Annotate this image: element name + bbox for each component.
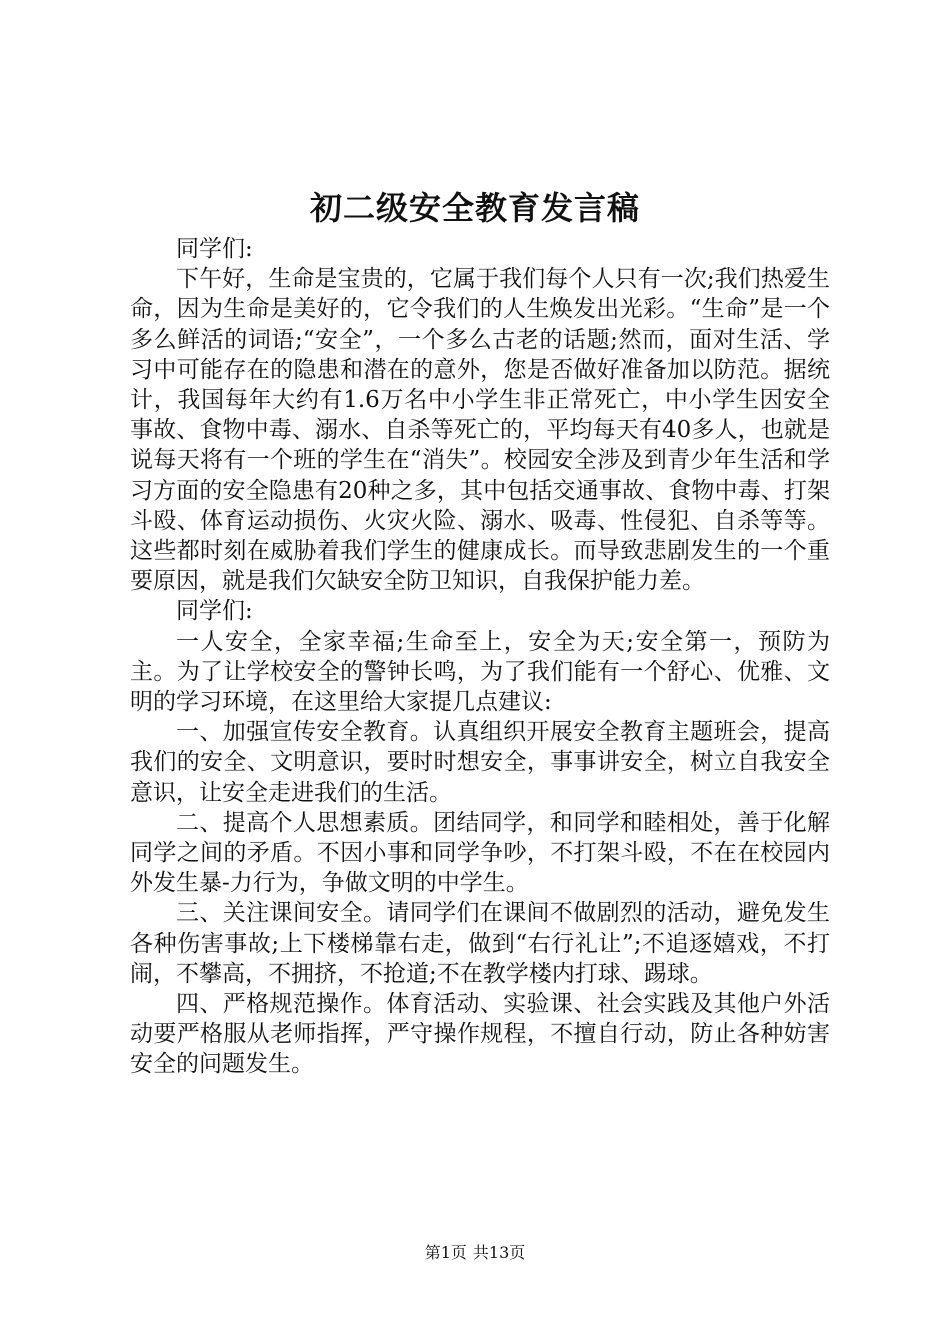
paragraph-suggestion-3: 三、关注课间安全。请同学们在课间不做剧烈的活动，避免发生各种伤害事故;上下楼梯靠右走，做到“右行礼让”;不追逐嬉戏，不打闹，不攀高，不拥挤，不抢道;不在教学楼内打球、踢球。 [130,900,830,987]
paragraph-suggestion-4: 四、严格规范操作。体育活动、实验课、社会实践及其他户外活动要严格服从老师指挥，严守操作规程，不擅自行动，防止各种妨害安全的问题发生。 [130,991,830,1078]
page-number: 第1页 [424,1243,467,1262]
paragraph-slogan: 一人安全，全家幸福;生命至上，安全为天;安全第一，预防为主。为了让学校安全的警钟长鸣，为了我们能有一个舒心、优雅、文明的学习环境，在这里给大家提几点建议: [130,628,830,716]
page-total: 共13页 [472,1243,526,1262]
paragraph-greeting-2: 同学们: [176,598,253,625]
document-body [130,234,830,1080]
paragraph-greeting: 同学们: [176,236,253,262]
document-title: 初二级安全教育发言稿 [309,189,640,227]
paragraph-suggestion-2: 二、提高个人思想素质。团结同学，和同学和睦相处，善于化解同学之间的矛盾。不因小事和同学争吵，不打架斗殴，不在在校园内外发生暴-力行为，争做文明的中学生。 [130,809,830,897]
paragraph-suggestion-1: 一、加强宣传安全教育。认真组织开展安全教育主题班会，提高我们的安全、文明意识，要时时想安全，事事讲安全，树立自我安全意识，让安全走进我们的生活。 [130,719,830,806]
paragraph-intro: 下午好，生命是宝贵的，它属于我们每个人只有一次;我们热爱生命，因为生命是美好的，它令我们的人生焕发出光彩。“生命”是一个多么鲜活的词语;“安全”，一个多么古老的话题;然而，面对生活、学习中可能存在的隐患和潜在的意外，您是否做好准备加以防范。据统计，我国每年大约有1.6万名中小学生非正常死亡，中小学生因安全事故、食物中毒、溺水、自杀等死亡的，平均每天有40多人，也就是说每天将有一个班的学生在“消失”。校园安全涉及到青少年生活和学习方面的安全隐患有20种之多，其中包括交通事故、食物中毒、打架斗殴、体育运动损伤、火灾火险、溺水、吸毒、性侵犯、自杀等等。这些都时刻在威胁着我们学生的健康成长。而导致悲剧发生的一个重要原因，就是我们欠缺安全防卫知识，自我保护能力差。 [130,266,830,595]
page-footer [0,1241,950,1265]
